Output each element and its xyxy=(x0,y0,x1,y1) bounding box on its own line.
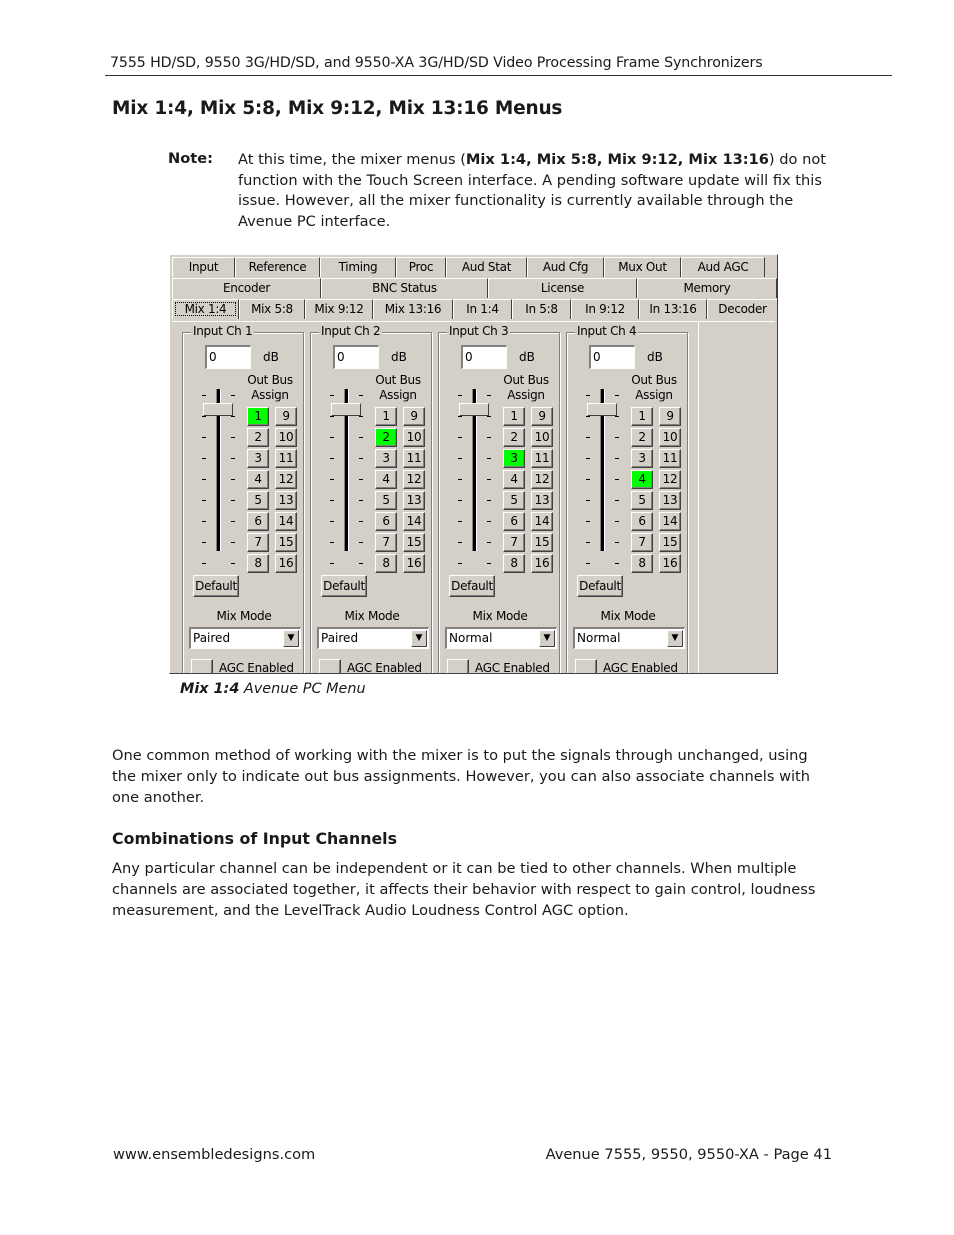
out-bus-assign-label xyxy=(623,373,685,403)
note-text-before: At this time, the mixer menus ( xyxy=(238,151,466,168)
mix-mode-value: Paired xyxy=(321,631,359,645)
bus-button[interactable]: 10 xyxy=(531,428,553,447)
tab-in-9-12[interactable]: In 9:12 xyxy=(571,299,639,319)
mix-mode-label: Mix Mode xyxy=(600,609,656,623)
gain-slider-thumb[interactable] xyxy=(331,403,361,416)
slider-tick xyxy=(330,542,334,543)
bus-button[interactable]: 5 xyxy=(247,491,269,510)
out-bus-label: Out Bus xyxy=(503,373,549,387)
tab-decoder[interactable]: Decoder xyxy=(707,299,778,319)
bus-button[interactable]: 5 xyxy=(375,491,397,510)
bus-button[interactable]: 3 xyxy=(247,449,269,468)
slider-tick xyxy=(202,479,206,480)
out-bus-assign-label xyxy=(367,373,429,403)
slider-tick xyxy=(458,395,462,396)
mix-mode-value: Normal xyxy=(449,631,493,645)
slider-tick xyxy=(487,395,491,396)
slider-tick xyxy=(202,416,206,417)
agc-enabled-label: AGC Enabled xyxy=(347,661,422,674)
header-rule xyxy=(105,75,892,76)
slider-tick xyxy=(586,479,590,480)
slider-tick xyxy=(359,563,363,564)
slider-tick xyxy=(330,563,334,564)
slider-tick xyxy=(458,416,462,417)
mix-mode-value: Paired xyxy=(193,631,231,645)
out-bus-label: Out Bus xyxy=(247,373,293,387)
tab-mix-9-12[interactable]: Mix 9:12 xyxy=(305,299,373,319)
mix-mode-select[interactable] xyxy=(573,627,685,649)
mix-panel xyxy=(172,321,775,674)
slider-tick xyxy=(586,395,590,396)
slider-tick xyxy=(231,437,235,438)
slider-tick xyxy=(615,395,619,396)
chevron-down-icon[interactable]: ▼ xyxy=(283,630,299,647)
bus-button[interactable]: 12 xyxy=(403,470,425,489)
tab-row-3 xyxy=(172,299,778,319)
bus-button[interactable]: 13 xyxy=(275,491,297,510)
slider-tick xyxy=(458,563,462,564)
bus-button[interactable]: 1 xyxy=(631,407,653,426)
slider-tick xyxy=(231,521,235,522)
bus-button[interactable]: 11 xyxy=(659,449,681,468)
assign-label: Assign xyxy=(379,388,417,402)
mix-mode-select[interactable] xyxy=(189,627,301,649)
slider-tick xyxy=(458,458,462,459)
note-text xyxy=(238,150,838,232)
mix-mode-label: Mix Mode xyxy=(344,609,400,623)
bus-button[interactable]: 7 xyxy=(503,533,525,552)
default-button[interactable]: Default xyxy=(193,575,239,597)
tab-in-5-8[interactable]: In 5:8 xyxy=(512,299,571,319)
slider-tick xyxy=(359,500,363,501)
slider-tick xyxy=(231,563,235,564)
bus-button[interactable]: 15 xyxy=(403,533,425,552)
gain-input[interactable]: 0 xyxy=(461,345,507,369)
caption-rest: Avenue PC Menu xyxy=(239,681,366,697)
paragraph-1: One common method of working with the mixer is to put the signals through unchanged, using the mixer only to indicate out bus assignments. However, you can also associate channels with one another. xyxy=(112,747,811,806)
bus-button[interactable]: 7 xyxy=(631,533,653,552)
slider-tick xyxy=(231,458,235,459)
footer-page: Avenue 7555, 9550, 9550-XA - Page 41 xyxy=(545,1146,832,1163)
caption-bold: Mix 1:4 xyxy=(180,681,240,697)
subheading: Combinations of Input Channels xyxy=(112,829,397,848)
slider-tick xyxy=(586,437,590,438)
tab-mix-5-8[interactable]: Mix 5:8 xyxy=(239,299,305,319)
gain-slider-thumb[interactable] xyxy=(203,403,233,416)
bus-button[interactable]: 3 xyxy=(503,449,525,468)
bus-button[interactable]: 11 xyxy=(275,449,297,468)
bus-button[interactable]: 13 xyxy=(531,491,553,510)
bus-button[interactable]: 9 xyxy=(275,407,297,426)
input-channel-3 xyxy=(438,324,560,674)
tab-proc[interactable]: Proc xyxy=(396,257,446,277)
out-bus-assign-label xyxy=(239,373,301,403)
bus-button[interactable]: 14 xyxy=(275,512,297,531)
bus-button[interactable]: 2 xyxy=(247,428,269,447)
slider-tick xyxy=(487,521,491,522)
slider-tick xyxy=(231,479,235,480)
tab-mix-1-4[interactable]: Mix 1:4 xyxy=(172,299,239,319)
bus-button[interactable]: 13 xyxy=(403,491,425,510)
chevron-down-icon[interactable]: ▼ xyxy=(539,630,555,647)
out-bus-assign-label xyxy=(495,373,557,403)
channel-title: Input Ch 4 xyxy=(577,324,637,338)
slider-tick xyxy=(202,395,206,396)
bus-button[interactable]: 7 xyxy=(247,533,269,552)
slider-tick xyxy=(231,500,235,501)
tab-row-1 xyxy=(172,257,765,277)
slider-tick xyxy=(330,395,334,396)
tab-in-1-4[interactable]: In 1:4 xyxy=(453,299,512,319)
section-title: Mix 1:4, Mix 5:8, Mix 9:12, Mix 13:16 Menus xyxy=(112,98,563,119)
slider-tick xyxy=(359,437,363,438)
slider-tick xyxy=(615,500,619,501)
running-header: 7555 HD/SD, 9550 3G/HD/SD, and 9550-XA 3G/HD/SD Video Processing Frame Synchronizers xyxy=(110,55,763,71)
bus-button[interactable]: 8 xyxy=(631,554,653,573)
bus-button[interactable]: 3 xyxy=(375,449,397,468)
slider-tick xyxy=(231,542,235,543)
mix-mode-select[interactable] xyxy=(317,627,429,649)
slider-tick xyxy=(615,521,619,522)
bus-button[interactable]: 12 xyxy=(659,470,681,489)
note-text-bold: Mix 1:4, Mix 5:8, Mix 9:12, Mix 13:16 xyxy=(465,151,769,168)
figure-caption xyxy=(180,681,366,697)
input-channel-4 xyxy=(566,324,688,674)
input-channel-2 xyxy=(310,324,432,674)
bus-button[interactable]: 1 xyxy=(503,407,525,426)
bus-button[interactable]: 13 xyxy=(659,491,681,510)
bus-button[interactable]: 8 xyxy=(247,554,269,573)
channel-title: Input Ch 3 xyxy=(449,324,509,338)
tab-mux-out[interactable]: Mux Out xyxy=(604,257,681,277)
default-button[interactable]: Default xyxy=(449,575,495,597)
slider-tick xyxy=(586,416,590,417)
avenue-pc-mix-dialog xyxy=(169,254,778,674)
bus-button[interactable]: 2 xyxy=(375,428,397,447)
bus-button[interactable]: 7 xyxy=(375,533,397,552)
db-unit-label: dB xyxy=(391,350,407,364)
agc-enabled-toggle[interactable] xyxy=(575,659,597,674)
chevron-down-icon[interactable]: ▼ xyxy=(411,630,427,647)
bus-button[interactable]: 15 xyxy=(275,533,297,552)
slider-tick xyxy=(458,542,462,543)
bus-button[interactable]: 12 xyxy=(531,470,553,489)
tab-reference[interactable]: Reference xyxy=(235,257,320,277)
bus-button[interactable]: 10 xyxy=(403,428,425,447)
slider-tick xyxy=(487,437,491,438)
tab-aud-stat[interactable]: Aud Stat xyxy=(446,257,527,277)
bus-button[interactable]: 14 xyxy=(531,512,553,531)
slider-tick xyxy=(359,542,363,543)
slider-tick xyxy=(586,458,590,459)
slider-tick xyxy=(330,437,334,438)
gain-input[interactable]: 0 xyxy=(205,345,251,369)
tab-license[interactable]: License xyxy=(488,278,637,298)
agc-enabled-toggle[interactable] xyxy=(191,659,213,674)
bus-button[interactable]: 6 xyxy=(375,512,397,531)
slider-tick xyxy=(231,395,235,396)
channel-title: Input Ch 2 xyxy=(321,324,381,338)
slider-tick xyxy=(615,563,619,564)
out-bus-label: Out Bus xyxy=(375,373,421,387)
mix-mode-select[interactable] xyxy=(445,627,557,649)
slider-tick xyxy=(202,500,206,501)
slider-tick xyxy=(458,500,462,501)
agc-enabled-label: AGC Enabled xyxy=(475,661,550,674)
mix-mode-label: Mix Mode xyxy=(216,609,272,623)
default-button[interactable]: Default xyxy=(577,575,623,597)
bus-button[interactable]: 6 xyxy=(247,512,269,531)
slider-tick xyxy=(330,521,334,522)
mix-mode-label: Mix Mode xyxy=(472,609,528,623)
agc-enabled-label: AGC Enabled xyxy=(603,661,678,674)
slider-tick xyxy=(330,479,334,480)
out-bus-label: Out Bus xyxy=(631,373,677,387)
slider-tick xyxy=(586,521,590,522)
slider-tick xyxy=(330,500,334,501)
bus-button[interactable]: 9 xyxy=(531,407,553,426)
bus-button[interactable]: 3 xyxy=(631,449,653,468)
bus-button[interactable]: 9 xyxy=(659,407,681,426)
slider-tick xyxy=(359,521,363,522)
assign-label: Assign xyxy=(251,388,289,402)
db-unit-label: dB xyxy=(263,350,279,364)
default-button[interactable]: Default xyxy=(321,575,367,597)
footer-url[interactable]: www.ensembledesigns.com xyxy=(113,1146,316,1163)
bus-button[interactable]: 12 xyxy=(275,470,297,489)
slider-tick xyxy=(330,458,334,459)
tab-in-13-16[interactable]: In 13:16 xyxy=(639,299,707,319)
slider-tick xyxy=(202,437,206,438)
slider-tick xyxy=(359,395,363,396)
tab-aud-cfg[interactable]: Aud Cfg xyxy=(527,257,604,277)
tab-encoder[interactable]: Encoder xyxy=(172,278,321,298)
bus-button[interactable]: 4 xyxy=(631,470,653,489)
bus-button[interactable]: 6 xyxy=(631,512,653,531)
gain-slider-thumb[interactable] xyxy=(459,403,489,416)
bus-button[interactable]: 11 xyxy=(403,449,425,468)
agc-enabled-toggle[interactable] xyxy=(319,659,341,674)
bus-button[interactable]: 11 xyxy=(531,449,553,468)
blank-panel xyxy=(698,322,776,674)
tab-mix-13-16[interactable]: Mix 13:16 xyxy=(373,299,453,319)
db-unit-label: dB xyxy=(647,350,663,364)
bus-button[interactable]: 8 xyxy=(375,554,397,573)
tab-bnc-status[interactable]: BNC Status xyxy=(321,278,488,298)
bus-button[interactable]: 9 xyxy=(403,407,425,426)
slider-tick xyxy=(458,437,462,438)
assign-label: Assign xyxy=(635,388,673,402)
note-text-after: ) do not function with the Touch Screen interface. A pending software update will fix this issue. However, all the mixer functionality is currently available through the Avenue PC interface. xyxy=(238,151,826,230)
slider-tick xyxy=(202,458,206,459)
tab-timing[interactable]: Timing xyxy=(320,257,396,277)
tab-memory[interactable]: Memory xyxy=(637,278,777,298)
slider-tick xyxy=(615,416,619,417)
bus-button[interactable]: 6 xyxy=(503,512,525,531)
channel-title: Input Ch 1 xyxy=(193,324,253,338)
slider-tick xyxy=(615,479,619,480)
agc-enabled-toggle[interactable] xyxy=(447,659,469,674)
slider-tick xyxy=(586,500,590,501)
bus-button[interactable]: 15 xyxy=(531,533,553,552)
slider-tick xyxy=(615,458,619,459)
agc-enabled-label: AGC Enabled xyxy=(219,661,294,674)
slider-tick xyxy=(458,479,462,480)
bus-button[interactable]: 4 xyxy=(375,470,397,489)
assign-label: Assign xyxy=(507,388,545,402)
slider-tick xyxy=(586,563,590,564)
input-channel-1 xyxy=(182,324,304,674)
slider-tick xyxy=(330,416,334,417)
slider-tick xyxy=(487,563,491,564)
slider-tick xyxy=(359,479,363,480)
bus-button[interactable]: 2 xyxy=(503,428,525,447)
bus-button[interactable]: 4 xyxy=(503,470,525,489)
slider-tick xyxy=(615,542,619,543)
slider-tick xyxy=(487,479,491,480)
bus-button[interactable]: 10 xyxy=(275,428,297,447)
slider-tick xyxy=(487,500,491,501)
bus-button[interactable]: 14 xyxy=(659,512,681,531)
slider-tick xyxy=(487,416,491,417)
bus-button[interactable]: 16 xyxy=(403,554,425,573)
bus-button[interactable]: 1 xyxy=(247,407,269,426)
slider-tick xyxy=(458,521,462,522)
slider-tick xyxy=(487,458,491,459)
tab-aud-agc[interactable]: Aud AGC xyxy=(681,257,765,277)
chevron-down-icon[interactable]: ▼ xyxy=(667,630,683,647)
gain-input[interactable]: 0 xyxy=(333,345,379,369)
slider-tick xyxy=(202,542,206,543)
slider-tick xyxy=(615,437,619,438)
note-label: Note: xyxy=(168,150,213,167)
bus-button[interactable]: 16 xyxy=(659,554,681,573)
bus-button[interactable]: 16 xyxy=(275,554,297,573)
tab-row-2 xyxy=(172,278,777,298)
slider-tick xyxy=(586,542,590,543)
bus-button[interactable]: 8 xyxy=(503,554,525,573)
bus-button[interactable]: 15 xyxy=(659,533,681,552)
bus-button[interactable]: 5 xyxy=(503,491,525,510)
bus-button[interactable]: 2 xyxy=(631,428,653,447)
bus-button[interactable]: 4 xyxy=(247,470,269,489)
bus-button[interactable]: 10 xyxy=(659,428,681,447)
tab-input[interactable]: Input xyxy=(172,257,235,277)
gain-slider-thumb[interactable] xyxy=(587,403,617,416)
gain-input[interactable]: 0 xyxy=(589,345,635,369)
slider-tick xyxy=(359,416,363,417)
slider-tick xyxy=(202,563,206,564)
slider-tick xyxy=(359,458,363,459)
bus-button[interactable]: 5 xyxy=(631,491,653,510)
slider-tick xyxy=(202,521,206,522)
bus-button[interactable]: 16 xyxy=(531,554,553,573)
bus-button[interactable]: 1 xyxy=(375,407,397,426)
paragraph-2: Any particular channel can be independent or it can be tied to other channels. When multiple channels are associated together, it affects their behavior with respect to gain control, loudness measurement, and the LevelTrack Audio Loudness Control AGC option. xyxy=(112,860,816,919)
slider-tick xyxy=(231,416,235,417)
mix-mode-value: Normal xyxy=(577,631,621,645)
bus-button[interactable]: 14 xyxy=(403,512,425,531)
db-unit-label: dB xyxy=(519,350,535,364)
slider-tick xyxy=(487,542,491,543)
